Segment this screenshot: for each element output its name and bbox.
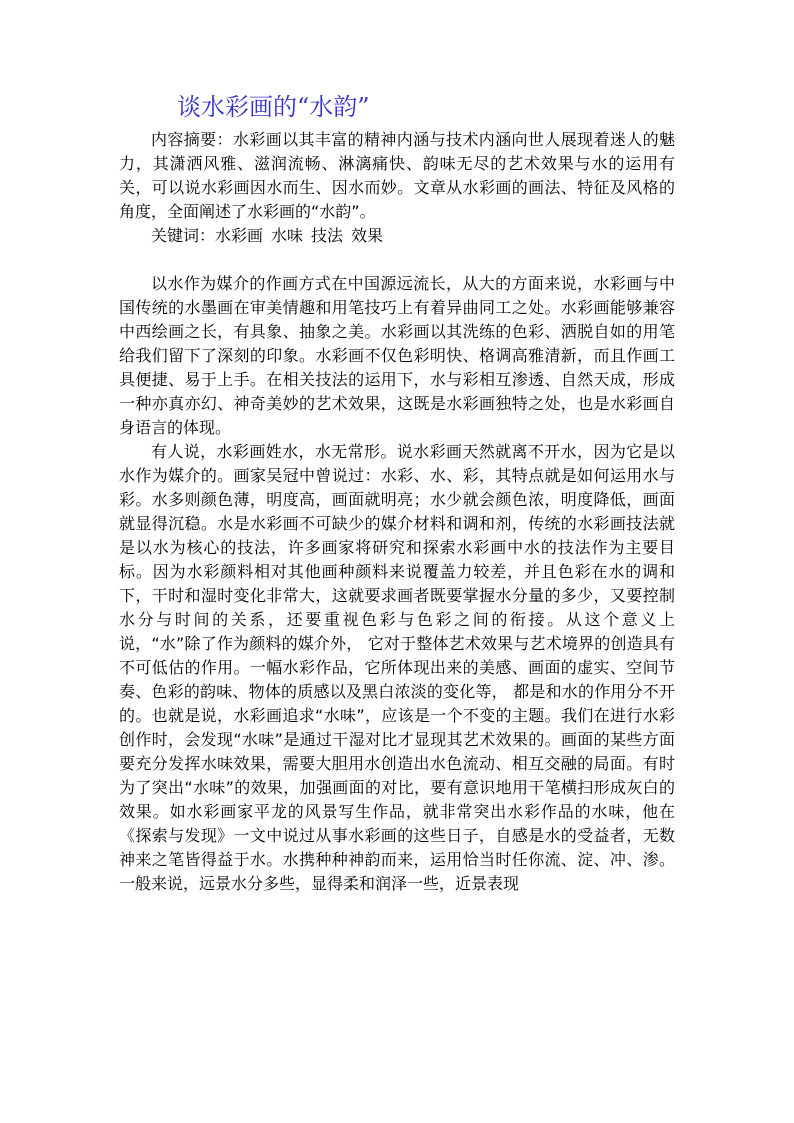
keyword: 技法 [311, 226, 344, 245]
keyword: 水彩画 [215, 226, 264, 245]
keywords-line [119, 224, 675, 248]
keyword: 效果 [351, 226, 384, 245]
body-paragraph: 有人说，水彩画姓水，水无常形。说水彩画天然就离不开水，因为它是以水作为媒介的。画家吴冠中曾说过：水彩、水、彩，其特点就是如何运用水与彩。水多则颜色薄，明度高，画面就明亮；水少就会颜色浓，明度降低，画面就显得沉稳。水是水彩画不可缺少的媒介材料和调和剂，传统的水彩画技法就是以水为核心的技法，许多画家将研究和探索水彩画中水的技法作为主要目标。因为水彩颜料相对其他画种颜料来说覆盖力较差，并且色彩在水的调和下，干时和湿时变化非常大，这就要求画者既要掌握水分量的多少，又要控制水分与时间的关系，还要重视色彩与色彩之间的衔接。从这个意义上说，“水”除了作为颜料的媒介外， 它对于整体艺术效果与艺术境界的创造具有不可低估的作用。一幅水彩作品，它所体现出来的美感、画面的虚实、空间节奏、色彩的韵味、物体的质感以及黑白浓淡的变化等， 都是和水的作用分不开的。也就是说，水彩画追求“水味”，应该是一个不变的主题。我们在进行水彩创作时，会发现“水味”是通过干湿对比才显现其艺术效果的。画面的某些方面要充分发挥水味效果，需要大胆用水创造出水色流动、相互交融的局面。有时为了突出“水味”的效果，加强画面的对比，要有意识地用干笔横扫形成灰白的效果。如水彩画家平龙的风景写生作品，就非常突出水彩作品的水味，他在《探索与发现》一文中说过从事水彩画的这些日子，自感是水的受益者，无数神来之笔皆得益于水。水携种种神韵而来，运用恰当时任你流、淀、冲、渗。一般来说，远景水分多些，显得柔和润泽一些，近景表现 [119, 442, 675, 893]
section-gap [119, 248, 675, 272]
keyword: 水味 [271, 226, 304, 245]
document-page [119, 92, 675, 896]
body-paragraph: 以水作为媒介的作画方式在中国源远流长，从大的方面来说，水彩画与中国传统的水墨画在审美情趣和用笔技巧上有着异曲同工之处。水彩画能够兼容中西绘画之长，有具象、抽象之美。水彩画以其洗练的色彩、洒脱自如的用笔给我们留下了深刻的印象。水彩画不仅色彩明快、格调高雅清新，而且作画工具便捷、易于上手。在相关技法的运用下，水与彩相互渗透、自然天成，形成一种亦真亦幻、神奇美妙的艺术效果，这既是水彩画独特之处，也是水彩画自身语言的体现。 [119, 274, 675, 437]
abstract-paragraph: 内容摘要：水彩画以其丰富的精神内涵与技术内涵向世人展现着迷人的魅力，其潇洒风雅、滋润流畅、淋漓痛快、韵味无尽的艺术效果与水的运用有关，可以说水彩画因水而生、因水而妙。文章从水彩画的画法、特征及风格的角度，全面阐述了水彩画的“水韵”。 [119, 130, 675, 221]
keywords-label: 关键词： [151, 226, 216, 245]
document-title: 谈水彩画的“水韵” [177, 93, 370, 121]
